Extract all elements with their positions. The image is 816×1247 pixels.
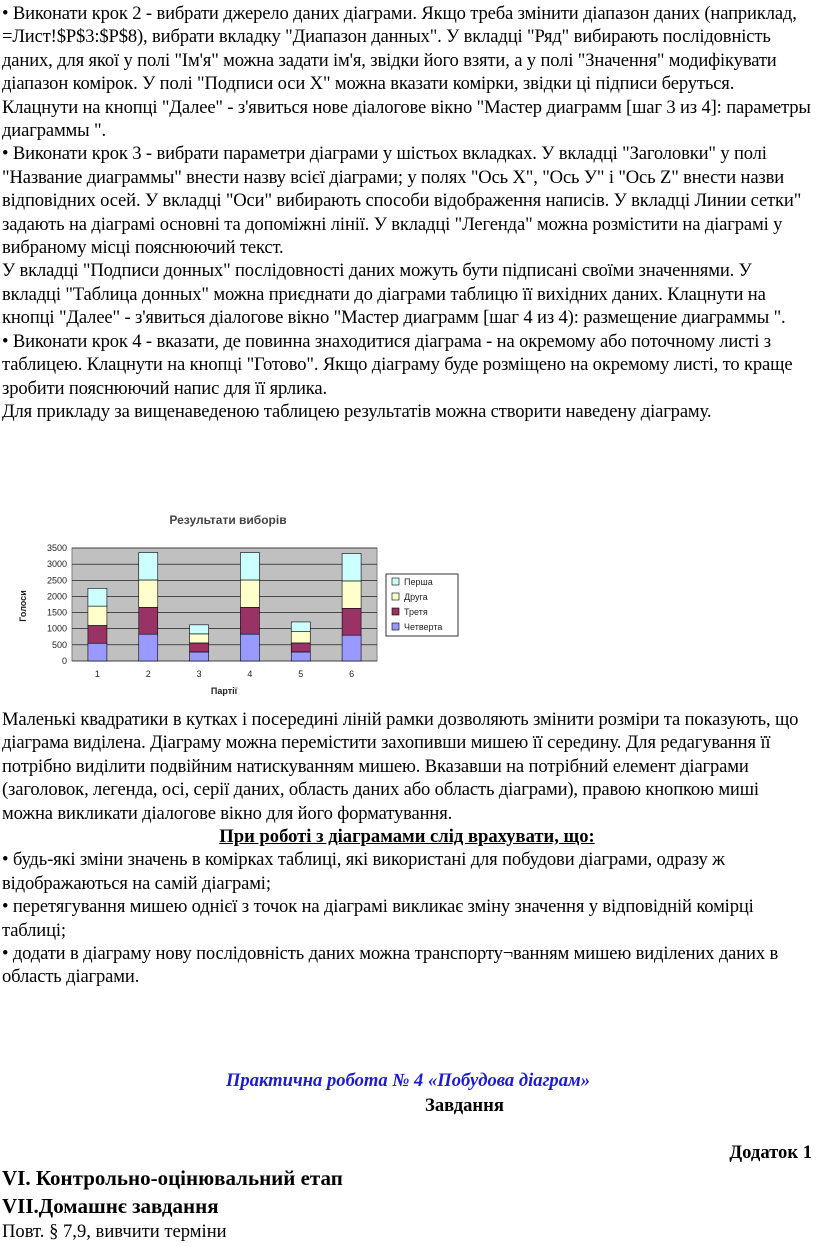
paragraph-step-2: • Виконати крок 2 - вибрати джерело даних діаграми. Якщо треба змінити діапазон даних (наприклад, =Лист!$P$3:$P$8), вибрати вкладку "Диапазон данных". У вкладці "Ряд" вибирають послідовність даних, для якої у полі "Ім'я" можна задати ім'я, звідки його взяти, а у полі "Значення" модифікувати діапазон комірок. У полі "Подписи оси X" можна вказати комірки, звідки ці підписи беруться. Клацнути на кнопці "Далее" - з'явиться нове діалогове вікно "Мастер диаграмм [шаг 3 из 4]: параметры диаграммы ". <box>2 3 811 142</box>
bar-5-series-2 <box>291 643 310 652</box>
bar-1-series-2 <box>88 625 107 643</box>
bar-6-series-3 <box>342 581 361 608</box>
practical-work-title: Практична робота № 4 «Побудова діаграм» <box>225 1070 591 1091</box>
x-axis-label: Партії <box>210 686 238 696</box>
bar-3-series-2 <box>190 643 209 652</box>
paragraph-step-3: • Виконати крок 3 - вибрати параметри діаграми у шістьох вкладках. У вкладці "Заголовки" у полі "Название диаграммы" внести назву всієї діаграми; у полях "Ось X", "Ось У" і "Ось Z" внести назви відповідних осей. У вкладці "Оси" вибирають способи відображення написів. У вкладці Линии сетки" задають на діаграмі основні та допоміжні лінії. У вкладці "Легенда" можна розмістити на діаграмі у вибраному місці пояснюючий текст. <box>2 143 802 259</box>
bar-6-series-4 <box>342 553 361 580</box>
legend-swatch-4 <box>392 623 399 630</box>
paragraph-example: Для прикладу за вищенаведеною таблицею результатів можна створити наведену діаграму. <box>2 400 712 422</box>
bar-4-series-2 <box>240 607 259 634</box>
section-6-heading: VI. Контрольно-оцінювальний етап <box>2 1166 343 1190</box>
note-item-2: • перетягування мишею однієї з точок на діаграмі викликає зміну значення у відповідній комірці таблиці; <box>2 896 754 941</box>
bar-2-series-2 <box>139 607 158 634</box>
y-tick-2000: 2000 <box>46 591 67 602</box>
homework-text: Повт. § 7,9, вивчити терміни <box>2 1221 227 1242</box>
legend-entry-3: Третя <box>404 607 428 617</box>
legend-entry-4: Четверта <box>404 622 443 632</box>
note-item-3: • додати в діаграму нову послідовність даних можна транспорту¬ванням мишею виділених даних в область діаграми. <box>2 943 779 988</box>
bar-5-series-1 <box>291 652 310 661</box>
chart-title: Результати виборів <box>169 513 287 527</box>
y-tick-3500: 3500 <box>46 543 67 553</box>
election-results-chart <box>0 508 470 708</box>
bar-1-series-4 <box>88 588 107 606</box>
bar-3-series-4 <box>190 625 209 634</box>
x-tick-2: 2 <box>145 669 151 679</box>
y-tick-labels <box>47 543 67 666</box>
x-tick-6: 6 <box>349 669 355 679</box>
bar-6-series-1 <box>342 635 361 661</box>
bar-2-series-3 <box>139 580 158 607</box>
bar-4-series-3 <box>240 580 259 607</box>
bar-2-series-1 <box>139 634 158 661</box>
task-label: Завдання <box>425 1095 504 1116</box>
bar-6-series-2 <box>342 608 361 635</box>
legend-swatch-3 <box>392 608 399 615</box>
x-tick-1: 1 <box>94 669 100 679</box>
bar-3-series-1 <box>190 652 209 661</box>
y-tick-3000: 3000 <box>46 559 67 570</box>
bar-3-series-3 <box>190 634 209 643</box>
y-tick-1500: 1500 <box>46 607 67 618</box>
bar-2-series-4 <box>139 553 158 580</box>
x-tick-labels <box>95 669 354 679</box>
plot-area <box>72 548 377 661</box>
bar-4-series-1 <box>240 634 259 661</box>
bar-5-series-3 <box>291 632 310 643</box>
legend-entry-1: Перша <box>404 577 433 587</box>
paragraph-data-labels: У вкладці "Подписи донных" послідовності даних можуть бути підписані своїми значеннями. У вкладці "Таблица донных" можна приєднати до діаграми таблицю її вихідних даних. Клацнути на кнопці "Далее" - з'явиться діалогове вікно "Мастер диаграмм [шаг 4 из 4): размещение диаграммы ". <box>2 260 786 329</box>
legend-swatch-2 <box>392 593 399 600</box>
x-tick-3: 3 <box>196 669 202 679</box>
bar-4-series-4 <box>240 553 259 580</box>
bar-1-series-1 <box>88 643 107 661</box>
legend-entry-2: Друга <box>404 592 428 602</box>
y-tick-2500: 2500 <box>46 575 67 586</box>
bar-5-series-4 <box>291 622 310 632</box>
y-tick-0: 0 <box>61 656 67 666</box>
y-tick-500: 500 <box>51 639 67 650</box>
y-tick-1000: 1000 <box>46 623 67 634</box>
appendix-label: Додаток 1 <box>729 1142 812 1163</box>
paragraph-chart-selection: Маленькі квадратики в кутках і посередині ліній рамки дозволяють змінити розміри та показують, що діаграма виділена. Діаграму можна перемістити захопивши мишею її середину. Для редагування її потрібно виділити подвійним натискуванням мишею. Вказавши на потрібний елемент діаграми (заголовок, легенда, осі, серії даних, область даних або область діаграми), правою кнопкою миші можна викликати діалогове вікно для його форматування. <box>2 709 799 824</box>
y-axis-label: Голоси <box>18 590 28 622</box>
paragraph-step-4: • Виконати крок 4 - вказати, де повинна знаходитися діаграма - на окремому або поточному листі з таблицею. Клацнути на кнопці "Готово". Якщо діаграму буде розміщено на окремому листі, то краще зробити пояснюючий напис для її ярлика. <box>2 330 793 399</box>
note-item-1: • будь-які зміни значень в комірках таблиці, які використані для побудови діаграми, одразу ж відображаються на самій діаграмі; <box>2 849 725 894</box>
bar-1-series-3 <box>88 606 107 625</box>
section-7-heading: VII.Домашнє завдання <box>2 1194 219 1218</box>
notes-title: При роботі з діаграмами слід врахувати, що: <box>219 826 595 848</box>
x-tick-5: 5 <box>298 669 304 679</box>
x-tick-4: 4 <box>247 669 253 679</box>
legend-swatch-1 <box>392 578 399 585</box>
after-chart-block <box>0 708 814 989</box>
instruction-block <box>0 2 814 423</box>
